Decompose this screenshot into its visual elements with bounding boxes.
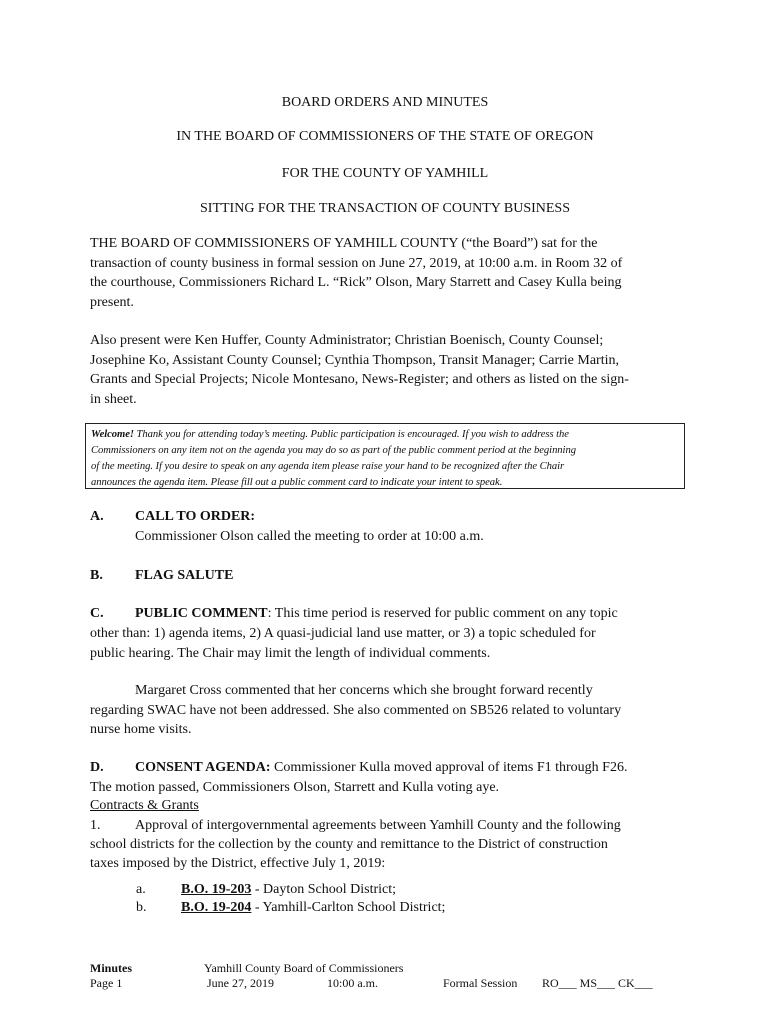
section-b-letter: B. — [90, 568, 103, 583]
comment-line: regarding SWAC have not been addressed. She also commented on SB526 related to voluntary — [90, 703, 622, 718]
item-1-line: school districts for the collection by the county and remittance to the District of construction — [90, 837, 608, 852]
section-b-heading: FLAG SALUTE — [135, 568, 234, 583]
footer-page-number: Page 1 — [90, 976, 123, 990]
welcome-line — [91, 427, 679, 443]
intro-line: the courthouse, Commissioners Richard L. “Rick” Olson, Mary Starrett and Casey Kulla being — [90, 275, 622, 290]
header-sitting-line: SITTING FOR THE TRANSACTION OF COUNTY BUSINESS — [200, 201, 570, 216]
footer-board-name: Yamhill County Board of Commissioners — [204, 961, 404, 975]
welcome-line: of the meeting. If you desire to speak on any agenda item please raise your hand to be recognized after the Chair — [91, 461, 565, 472]
welcome-label: Welcome! — [91, 429, 134, 440]
section-d-heading: CONSENT AGENDA: — [135, 760, 271, 775]
intro-line: THE BOARD OF COMMISSIONERS OF YAMHILL COUNTY (“the Board”) sat for the — [90, 236, 598, 251]
header-board-line: IN THE BOARD OF COMMISSIONERS OF THE STATE OF OREGON — [176, 129, 594, 144]
section-c-text: : This time period is reserved for public comment on any topic — [267, 606, 618, 621]
section-c-line: public hearing. The Chair may limit the length of individual comments. — [90, 646, 491, 661]
section-c-heading: PUBLIC COMMENT — [135, 606, 268, 621]
section-d-line: The motion passed, Commissioners Olson, Starrett and Kulla voting aye. — [90, 780, 500, 795]
item-1-line: taxes imposed by the District, effective July 1, 2019: — [90, 856, 386, 871]
welcome-line: announces the agenda item. Please fill out a public comment card to indicate your intent to speak. — [91, 477, 503, 488]
footer-minutes-label: Minutes — [90, 961, 132, 975]
sub-item-b-letter: b. — [136, 900, 147, 915]
sub-item-a — [181, 882, 396, 898]
intro-paragraph — [90, 234, 680, 312]
section-c-letter: C. — [90, 606, 104, 621]
comment-line: nurse home visits. — [90, 722, 192, 737]
header-title: BOARD ORDERS AND MINUTES — [281, 95, 489, 110]
sub-item-a-letter: a. — [136, 882, 146, 897]
item-1-line: Approval of intergovernmental agreements between Yamhill County and the following — [135, 818, 621, 833]
sub-item-a-text: - Dayton School District; — [251, 882, 397, 897]
section-a-letter: A. — [90, 509, 104, 524]
board-order-link: B.O. 19-204 — [181, 900, 252, 915]
section-d-first-line — [135, 760, 627, 776]
footer-date: June 27, 2019 — [207, 976, 274, 990]
welcome-line: Commissioners on any item not on the agenda you may do so as part of the public comment period at the beginning — [91, 445, 576, 456]
section-d-letter: D. — [90, 760, 104, 775]
footer-initials: RO___ MS___ CK___ — [542, 976, 653, 990]
sub-item-b — [181, 900, 445, 916]
footer-time: 10:00 a.m. — [327, 976, 378, 990]
section-a-text: Commissioner Olson called the meeting to order at 10:00 a.m. — [135, 529, 484, 544]
section-c-line: other than: 1) agenda items, 2) A quasi-judicial land use matter, or 3) a topic scheduled for — [90, 626, 596, 641]
board-order-link: B.O. 19-203 — [181, 882, 252, 897]
attendees-line: in sheet. — [90, 391, 137, 407]
contracts-grants-subheading: Contracts & Grants — [90, 798, 199, 813]
welcome-notice-box — [85, 423, 685, 489]
header-county-line: FOR THE COUNTY OF YAMHILL — [281, 166, 489, 181]
intro-line: present. — [90, 294, 134, 310]
section-c-first-line — [135, 606, 618, 622]
attendees-paragraph — [90, 331, 680, 409]
intro-line: transaction of county business in formal session on June 27, 2019, at 10:00 a.m. in Room 32 of — [90, 255, 623, 271]
attendees-line: Grants and Special Projects; Nicole Montesano, News-Register; and others as listed on the sign- — [90, 372, 629, 387]
attendees-line: Josephine Ko, Assistant County Counsel; Cynthia Thompson, Transit Manager; Carrie Martin, — [90, 352, 619, 368]
section-d-text: Commissioner Kulla moved approval of items F1 through F26. — [270, 760, 628, 775]
section-a-heading: CALL TO ORDER: — [135, 509, 256, 524]
welcome-text: Thank you for attending today’s meeting. Public participation is encouraged. If you wish to address the — [133, 429, 569, 440]
comment-line: Margaret Cross commented that her concerns which she brought forward recently — [135, 683, 593, 698]
attendees-line: Also present were Ken Huffer, County Administrator; Christian Boenisch, County Counsel; — [90, 333, 604, 348]
sub-item-b-text: - Yamhill-Carlton School District; — [251, 900, 446, 915]
item-1-number: 1. — [90, 818, 101, 833]
footer-session-type: Formal Session — [443, 976, 518, 990]
